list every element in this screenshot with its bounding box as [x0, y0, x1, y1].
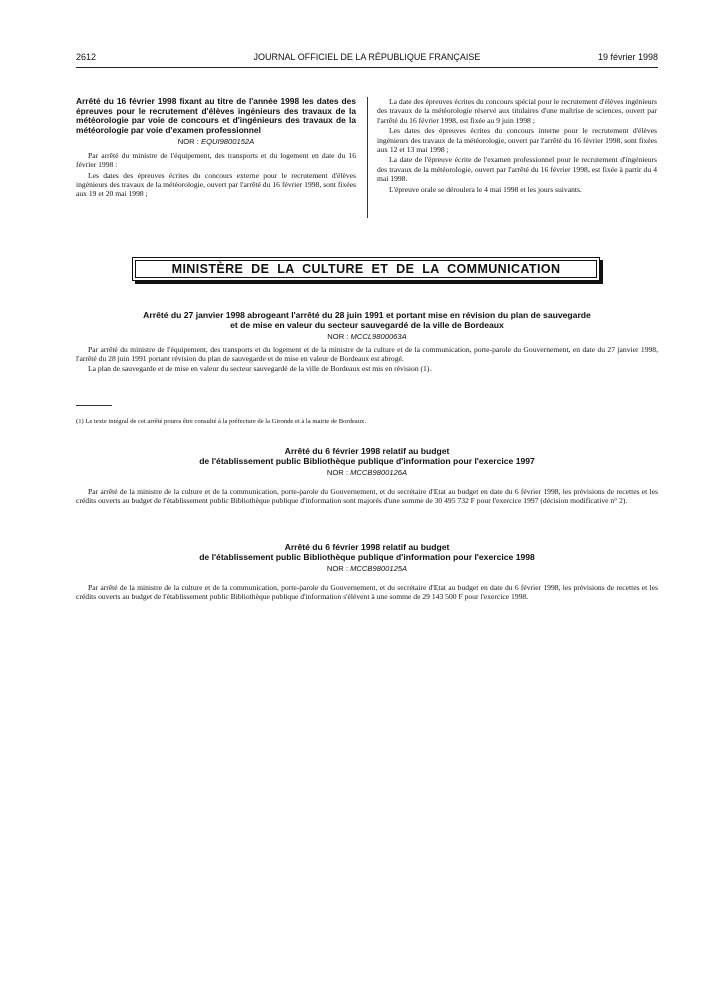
arrete-bordeaux-title-line1: Arrêté du 27 janvier 1998 abrogeant l'arrêté du 28 juin 1991 et portant mise en révision du plan de sauvegarde — [143, 310, 591, 320]
arrete-budget-1998 — [76, 542, 658, 601]
arrete-meteo-right-column — [377, 97, 657, 194]
paragraph: L'épreuve orale se déroulera le 4 mai 1998 et les jours suivants. — [389, 184, 582, 194]
arrete-bordeaux-nor — [76, 332, 658, 341]
arrete-meteo-nor — [76, 137, 356, 146]
header-rule — [76, 67, 658, 68]
nor-code: MCCL9800063A — [350, 332, 407, 341]
nor-code: EQUI9800152A — [201, 137, 255, 147]
nor-code: MCCB9800126A — [350, 468, 408, 477]
arrete-bordeaux-title-line2: et de mise en valeur du secteur sauvegardé de la ville de Bordeaux — [230, 320, 504, 330]
ministry-title: MINISTÈRE DE LA CULTURE ET DE LA COMMUNICATION — [171, 262, 561, 276]
arrete-budget-1997-title-line1: Arrêté du 6 février 1998 relatif au budget — [284, 446, 450, 456]
issue-date: 19 février 1998 — [597, 52, 658, 62]
paragraph: La date des épreuves écrites du concours spécial pour le recrutement d'élèves ingénieurs des travaux de la météorologie réservé aux titulaires d'une maîtrise de sciences, ouvert par l'arrêté du 16 février 1998, est fixée au 9 juin 1998 ; — [377, 97, 657, 125]
arrete-budget-1998-title-line1: Arrêté du 6 février 1998 relatif au budget — [284, 542, 450, 552]
paragraph: Par arrêté du ministre de l'équipement, des transports et du logement et de la ministre de la culture et de la communication, porte-parole du Gouvernement, en date du 27 janvier 1998, l'arrêté du 28 juin 1991 portant révision du plan de sauvegarde et de mise en valeur de Bordeaux est abrogé. — [76, 345, 658, 364]
footnote-rule — [76, 405, 112, 406]
arrete-budget-1998-title-line2: de l'établissement public Bibliothèque publique d'information pour l'exercice 1998 — [199, 552, 535, 562]
paragraph: La plan de sauvegarde et de mise en valeur du secteur sauvegardé de la ville de Bordeaux est mis en révision (1). — [88, 364, 432, 374]
arrete-budget-1997 — [76, 446, 658, 505]
footnote: (1) Le texte intégral de cet arrêté pourra être consulté à la préfecture de la Gironde et à la mairie de Bordeaux. — [76, 418, 366, 425]
arrete-bordeaux — [76, 310, 658, 374]
nor-code: MCCB9800125A — [350, 564, 408, 573]
ministry-banner — [132, 257, 600, 281]
paragraph: Par arrêté de la ministre de la culture et de la communication, porte-parole du Gouvernement, et du secrétaire d'Etat au budget en date du 6 février 1998, les prévisions de recettes et les crédits ouverts au budget de l'établissement public Bibliothèque publique d'information sont majorés d'une somme de 30 495 732 F pour l'exercice 1997 (décision modificative n° 2). — [76, 487, 658, 506]
page-header — [76, 52, 658, 66]
paragraph: Les dates des épreuves écrites du concours externe pour le recrutement d'élèves ingénieurs des travaux de la météorologie, ouvert par l'arrêté du 16 février 1998, sont fixées aux 19 et 20 mai 1998 ; — [76, 170, 356, 199]
arrete-meteo-left-column — [76, 97, 356, 199]
arrete-meteo-title: Arrêté du 16 février 1998 fixant au titre de l'année 1998 les dates des épreuves pour le recrutement d'élèves ingénieurs des travaux de la météorologie par voie de concours et d'ingénieurs des travaux de la météorologie par voie d'examen professionnel — [76, 96, 356, 135]
nor-label: NOR : — [326, 564, 348, 573]
nor-label: NOR : — [327, 332, 349, 341]
paragraph: La date de l'épreuve écrite de l'examen professionnel pour le recrutement d'ingénieurs des travaux de la météorologie, ouvert par l'arrêté du 16 février 1998, est fixée à partir du 4 mai 1998. — [377, 155, 657, 184]
page-number: 2612 — [76, 52, 97, 62]
journal-title: JOURNAL OFFICIEL DE LA RÉPUBLIQUE FRANÇAISE — [253, 52, 481, 62]
paragraph: Par arrêté du ministre de l'équipement, des transports et du logement en date du 16 février 1998 : — [76, 150, 356, 170]
nor-label: NOR : — [326, 468, 348, 477]
paragraph: Les dates des épreuves écrites du concours interne pour le recrutement d'élèves ingénieurs des travaux de la météorologie, ouvert par l'arrêté du 16 février 1998, sont fixées aux 12 et 13 mai 1998 ; — [377, 126, 657, 155]
nor-label: NOR : — [177, 137, 199, 147]
column-divider — [367, 97, 368, 218]
arrete-budget-1998-nor — [76, 564, 658, 573]
arrete-budget-1997-nor — [76, 468, 658, 477]
paragraph: Par arrêté de la ministre de la culture et de la communication, porte-parole du Gouvernement, et du secrétaire d'Etat au budget en date du 6 février 1998, les prévisions de recettes et les crédits ouverts au budget de l'établissement public Bibliothèque publique d'information s'élèvent à une somme de 29 143 500 F pour l'exercice 1998. — [76, 583, 658, 602]
arrete-budget-1997-title-line2: de l'établissement public Bibliothèque publique d'information pour l'exercice 1997 — [199, 456, 535, 466]
